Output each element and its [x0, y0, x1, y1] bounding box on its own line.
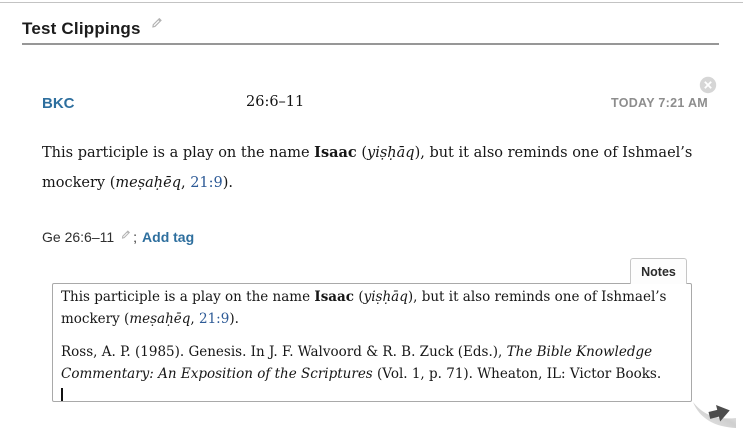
tab-notes-label: Notes — [641, 264, 676, 279]
window-top-border — [0, 2, 743, 3]
notes-line: mockery (meṣaḥēq, 21:9). — [61, 311, 239, 327]
clipping-timestamp: TODAY 7:21 AM — [611, 96, 708, 110]
close-icon[interactable] — [699, 76, 717, 94]
clipping-reference: 26:6–11 — [246, 94, 305, 110]
tab-notes[interactable] — [630, 258, 687, 284]
page-curl-arrow-icon[interactable] — [689, 390, 737, 430]
notes-line: Commentary: An Exposition of the Scriptures (Vol. 1, p. 71). Wheaton, IL: Victor Books. — [61, 366, 662, 382]
notes-textarea[interactable] — [52, 283, 692, 402]
add-tag-link[interactable]: Add tag — [142, 229, 195, 245]
edit-reference-pencil-icon[interactable] — [120, 226, 131, 242]
notes-line: This participle is a play on the name Isaac (yiṣḥāq), but it also reminds one of Ishmael’s — [61, 289, 667, 305]
notes-line — [61, 330, 683, 341]
header-divider — [22, 43, 719, 45]
notes-line: Ross, A. P. (1985). Genesis. In J. F. Walvoord & R. B. Zuck (Eds.), The Bible Knowledge — [61, 344, 653, 360]
page-title: Test Clippings — [22, 19, 141, 38]
resource-abbreviation-link[interactable]: BKC — [42, 95, 75, 112]
reference-tag-row — [42, 229, 194, 245]
separator: ; — [133, 229, 138, 245]
clipping-text: This participle is a play on the name Isaac (yiṣḥāq), but it also reminds one of Ishmael’s mockery (meṣaḥēq, 21:9). — [42, 144, 693, 191]
edit-title-pencil-icon[interactable] — [150, 15, 163, 33]
reference-label[interactable]: Ge 26:6–11 — [42, 229, 115, 245]
notes-caret-line — [61, 385, 683, 402]
text-caret — [61, 388, 63, 402]
document-header — [22, 19, 163, 39]
